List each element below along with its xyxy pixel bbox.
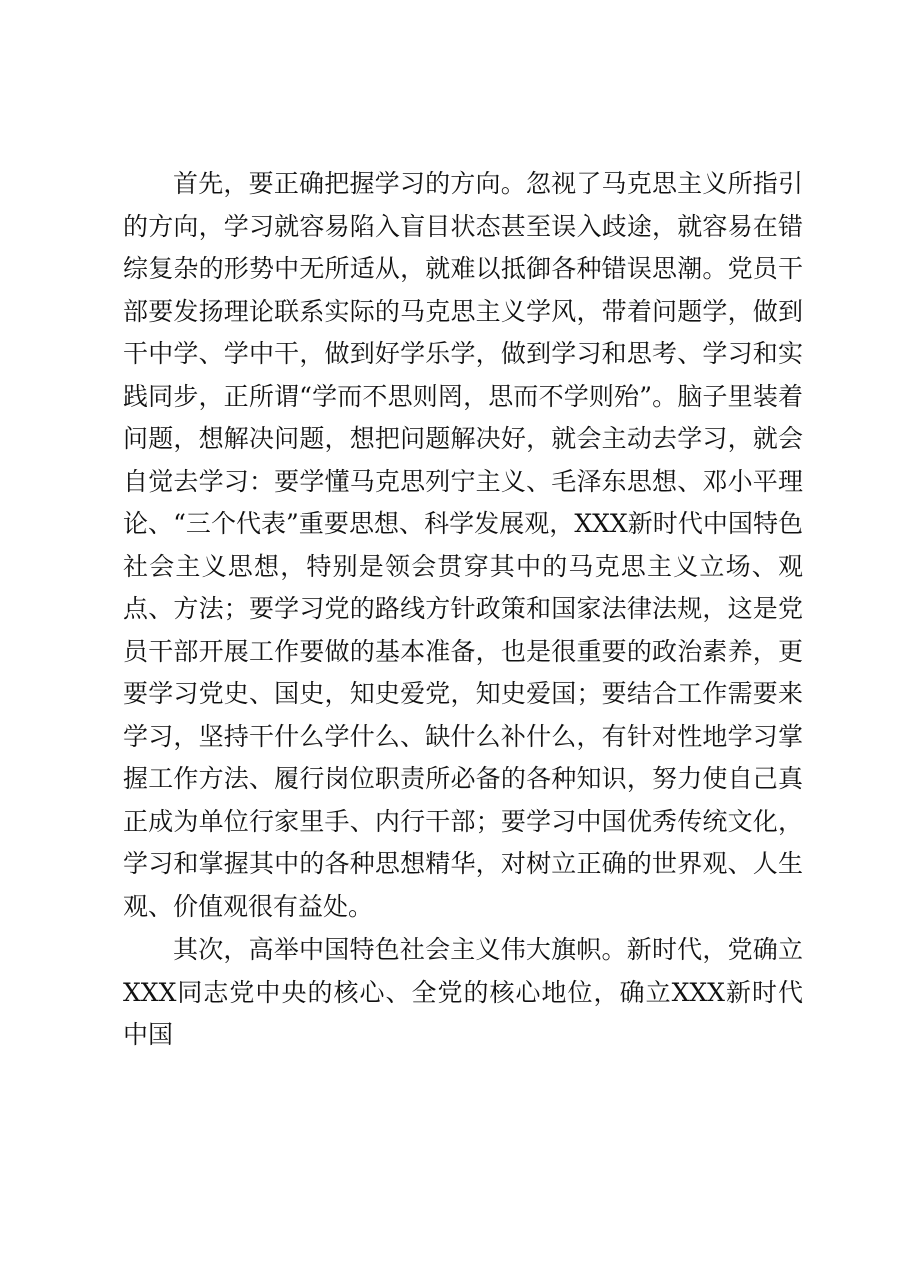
document-body — [123, 163, 803, 1057]
paragraph-1: 首先，要正确把握学习的方向。忽视了马克思主义所指引的方向，学习就容易陷入盲目状态甚至误入歧途，就容易在错综复杂的形势中无所适从，就难以抵御各种错误思潮。党员干部要发扬理论联系实际的马克思主义学风，带着问题学，做到干中学、学中干，做到好学乐学，做到学习和思考、学习和实践同步，正所谓“学而不思则罔，思而不学则殆”。脑子里装着问题，想解决问题，想把问题解决好，就会主动去学习，就会自觉去学习：要学懂马克思列宁主义、毛泽东思想、邓小平理论、“三个代表”重要思想、科学发展观，XXX新时代中国特色社会主义思想，特别是领会贯穿其中的马克思主义立场、观点、方法；要学习党的路线方针政策和国家法律法规，这是党员干部开展工作要做的基本准备，也是很重要的政治素养，更要学习党史、国史，知史爱党，知史爱国；要结合工作需要来学习，坚持干什么学什么、缺什么补什么，有针对性地学习掌握工作方法、履行岗位职责所必备的各种知识，努力使自己真正成为单位行家里手、内行干部；要学习中国优秀传统文化，学习和掌握其中的各种思想精华，对树立正确的世界观、人生观、价值观很有益处。 — [123, 169, 803, 921]
paragraph-2: 其次，高举中国特色社会主义伟大旗帜。新时代，党确立XXX同志党中央的核心、全党的核心地位，确立XXX新时代中国 — [123, 935, 803, 1049]
